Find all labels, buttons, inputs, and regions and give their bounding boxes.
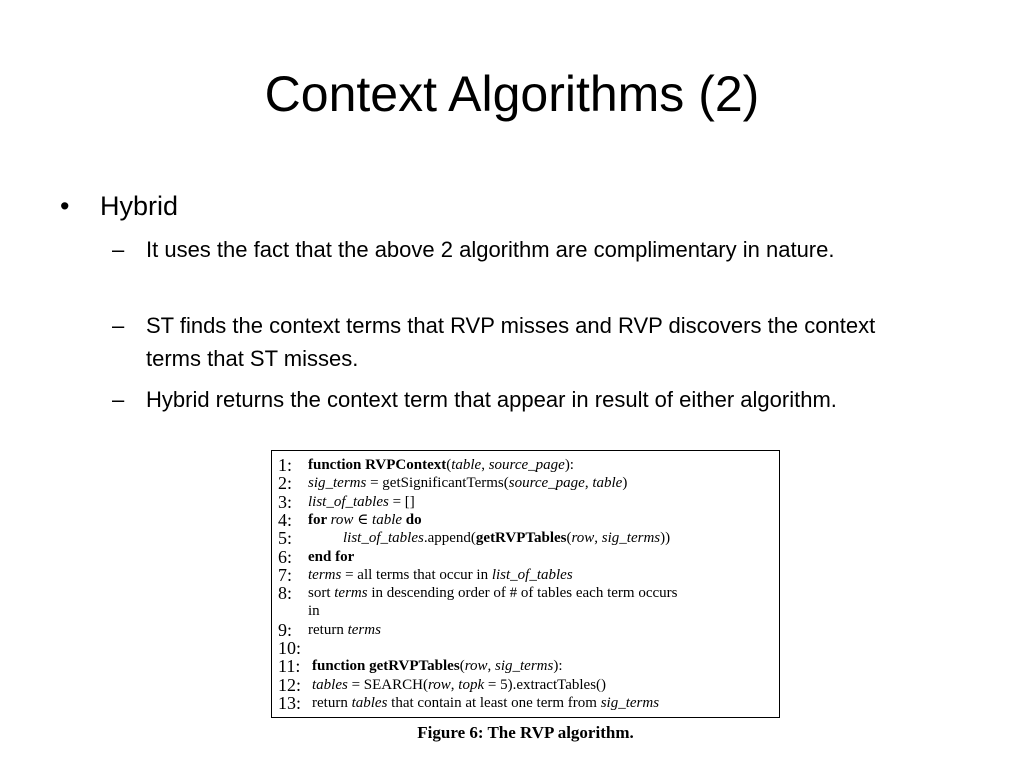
code-token: for (308, 511, 331, 528)
code-token: sig_terms (600, 694, 660, 711)
code-token: ∈ (353, 511, 373, 528)
code-token: , (481, 457, 489, 473)
code-token: = [] (388, 493, 415, 510)
code-token: , (487, 658, 495, 675)
code-token: )) (660, 530, 671, 547)
code-token: source_page (488, 457, 565, 473)
code-token: .append( (423, 530, 476, 547)
code-token: = 5).extractTables() (484, 676, 607, 693)
line-code (308, 493, 415, 511)
code-token: list_of_tables (308, 493, 389, 510)
line-code (308, 621, 381, 639)
code-token: row (330, 511, 354, 528)
line-code (312, 657, 563, 675)
line-number: 3: (278, 491, 293, 512)
code-token: function RVPContext (308, 457, 447, 473)
code-token: , (584, 475, 593, 492)
code-token: ( (566, 530, 572, 547)
line-number: 10: (278, 638, 302, 658)
slide-title: Context Algorithms (2) (264, 66, 760, 122)
bullet-label: Hybrid (100, 191, 179, 221)
sub-bullet-text: It uses the fact that the above 2 algorithm are complimentary in nature. (146, 237, 835, 262)
line-code (308, 456, 574, 474)
line-number: 13: (278, 692, 302, 713)
sub-bullet-1 (112, 233, 912, 266)
line-number: 8: (278, 583, 293, 604)
line-number: 1: (278, 455, 293, 475)
line-number: 12: (278, 674, 302, 695)
sub-bullet-text: Hybrid returns the context term that appear in result of either algorithm. (146, 387, 837, 412)
line-number: 5: (278, 528, 293, 549)
line-code (328, 529, 670, 547)
sub-bullet-2 (112, 309, 912, 375)
code-token: ): (564, 457, 574, 473)
code-token: do (402, 511, 422, 528)
code-token: , (450, 676, 459, 693)
code-token: list_of_tables (491, 566, 573, 583)
sub-bullet-dash: – (112, 237, 125, 262)
code-token: terms (347, 621, 381, 638)
line-number: 11: (278, 656, 301, 677)
code-token: table (592, 475, 623, 492)
code-token: = getSignificantTerms( (366, 475, 509, 492)
code-token: function getRVPTables (312, 658, 460, 675)
code-token: terms (334, 585, 368, 602)
code-token: list_of_tables (343, 530, 424, 547)
code-token: row (464, 658, 488, 675)
sub-bullet-3 (112, 383, 912, 445)
code-token: row (571, 530, 595, 547)
code-token: , (594, 530, 602, 547)
code-token: sig_terms (494, 658, 554, 675)
code-token: ( (446, 457, 452, 473)
code-token: sort (308, 585, 335, 602)
code-token: in (308, 603, 320, 620)
line-code (308, 602, 320, 620)
bullet-marker: • (60, 191, 70, 221)
code-token: end for (308, 548, 355, 565)
figure-caption: Figure 6: The RVP algorithm. (417, 723, 634, 742)
code-token: = all terms that occur in (341, 566, 492, 583)
line-number: 4: (278, 509, 293, 530)
code-token: source_page (508, 475, 585, 492)
sub-bullet-dash: – (112, 313, 125, 338)
code-token: tables (351, 694, 388, 711)
line-code (308, 566, 573, 584)
line-number: 2: (278, 473, 293, 494)
line-code (308, 474, 627, 492)
line-code (312, 676, 606, 694)
code-token (328, 530, 343, 546)
line-number: 9: (278, 619, 293, 640)
algorithm-figure (271, 450, 780, 718)
line-code (312, 694, 659, 712)
bullet-hybrid (60, 188, 178, 224)
code-token: sig_terms (601, 530, 661, 547)
code-token: table (372, 511, 403, 528)
code-token: row (427, 676, 451, 693)
code-token: ): (553, 658, 563, 675)
line-code (308, 511, 422, 529)
sub-bullet-text: ST finds the context terms that RVP misses and RVP discovers the context terms that ST misses. (146, 313, 876, 371)
sub-bullet-dash: – (112, 387, 125, 412)
code-token: terms (308, 566, 342, 583)
code-token: ( (459, 658, 465, 675)
code-token: getRVPTables (475, 530, 567, 547)
code-token: sig_terms (308, 475, 367, 492)
line-code (308, 584, 677, 602)
line-code (308, 548, 354, 566)
code-token: topk (458, 676, 485, 693)
code-token: that contain at least one term from (387, 694, 601, 711)
code-token: return (312, 694, 352, 711)
code-token: = SEARCH( (347, 676, 428, 693)
code-token: return (308, 621, 348, 638)
code-token: table (451, 457, 482, 473)
code-token: in descending order of # of tables each term occurs (367, 585, 678, 602)
line-number: 6: (278, 546, 293, 567)
code-token: tables (312, 676, 348, 693)
line-number: 7: (278, 564, 293, 585)
code-token: ) (622, 475, 628, 492)
